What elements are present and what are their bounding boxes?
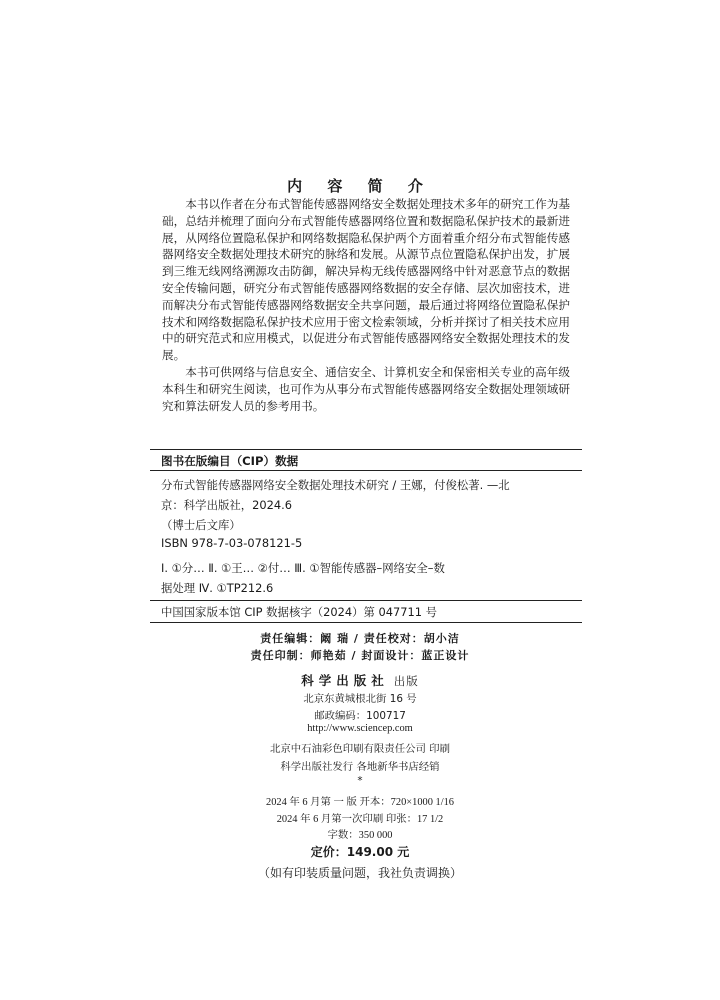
- cip-isbn: ISBN 978-7-03-078121-5: [161, 536, 303, 550]
- publisher-url: http://www.sciencep.com: [307, 723, 413, 734]
- publisher-name: 科学出版社: [301, 673, 389, 688]
- publisher-line: [0, 670, 720, 689]
- cip-classification: Ⅰ. ①分… Ⅱ. ①王… ②付… Ⅲ. ①智能传感器–网络安全–数: [161, 561, 445, 575]
- summary-body: [162, 196, 570, 414]
- cip-verify-rule: [150, 600, 582, 601]
- production-credits: 责任印制：师艳茹 / 封面设计：蓝正设计: [250, 649, 470, 662]
- cip-top-rule: [150, 449, 582, 450]
- cip-verify-number: 中国国家版本馆 CIP 数据核字（2024）第 047711 号: [161, 605, 437, 619]
- summary-paragraph: 本书以作者在分布式智能传感器网络安全数据处理技术多年的研究工作为基础，总结并梳理了面向分布式智能传感器网络位置和数据隐私保护技术的最新进展，从网络位置隐私保护和网络数据隐私保护两个方面着重介绍分布式智能传感器网络安全数据处理技术研究的脉络和发展。从源节点位置隐私保护出发，扩展到三维无线网络溯源攻击防御，解决异构无线传感器网络中针对恶意节点的数据安全传输问题，研究分布式智能传感器网络数据的安全存储、层次加密技术，进而解决分布式智能传感器网络数据安全共享问题，最后通过将网络位置隐私保护技术和网络数据隐私保护技术应用于密文检索领域，分析并探讨了相关技术应用中的研究范式和应用模式，以促进分布式智能传感器网络安全数据处理技术的发展。: [162, 197, 570, 363]
- printing-line: 2024 年 6 月第一次印刷 印张：17 1/2: [276, 814, 444, 825]
- cip-title-line: 分布式智能传感器网络安全数据处理技术研究 / 王娜，付俊松著. —北: [161, 478, 510, 492]
- summary-paragraph: 本书可供网络与信息安全、通信安全、计算机安全和保密相关专业的高年级本科生和研究生阅读，也可作为从事分布式智能传感器网络安全数据处理领域研究和算法研发人员的参考用书。: [162, 364, 570, 413]
- cip-header-rule: [150, 470, 582, 471]
- edition-line: 2024 年 6 月第 一 版 开本：720×1000 1/16: [266, 797, 454, 808]
- publisher-address: 北京东黄城根北街 16 号: [303, 693, 417, 705]
- cip-series: （博士后文库）: [161, 518, 241, 532]
- word-count: 字数：350 000: [327, 830, 393, 841]
- distribution-line: 科学出版社发行 各地新华书店经销: [280, 761, 440, 773]
- cip-header: 图书在版编目（CIP）数据: [161, 454, 299, 468]
- price: 定价：149.00 元: [310, 845, 410, 859]
- cip-classification: 据处理 Ⅳ. ①TP212.6: [161, 581, 274, 595]
- separator-star: *: [357, 775, 363, 787]
- cip-bottom-rule: [150, 622, 582, 623]
- publisher-postcode: 邮政编码：100717: [314, 710, 406, 722]
- cip-title-line: 京：科学出版社，2024.6: [161, 498, 292, 512]
- quality-notice: （如有印装质量问题，我社负责调换）: [257, 866, 462, 880]
- publisher-suffix: 出版: [393, 674, 419, 688]
- editor-credits: 责任编辑：阚 瑞 / 责任校对：胡小洁: [260, 632, 460, 645]
- printer-line: 北京中石油彩色印刷有限责任公司 印刷: [270, 743, 450, 755]
- summary-title: 内 容 简 介: [287, 177, 433, 195]
